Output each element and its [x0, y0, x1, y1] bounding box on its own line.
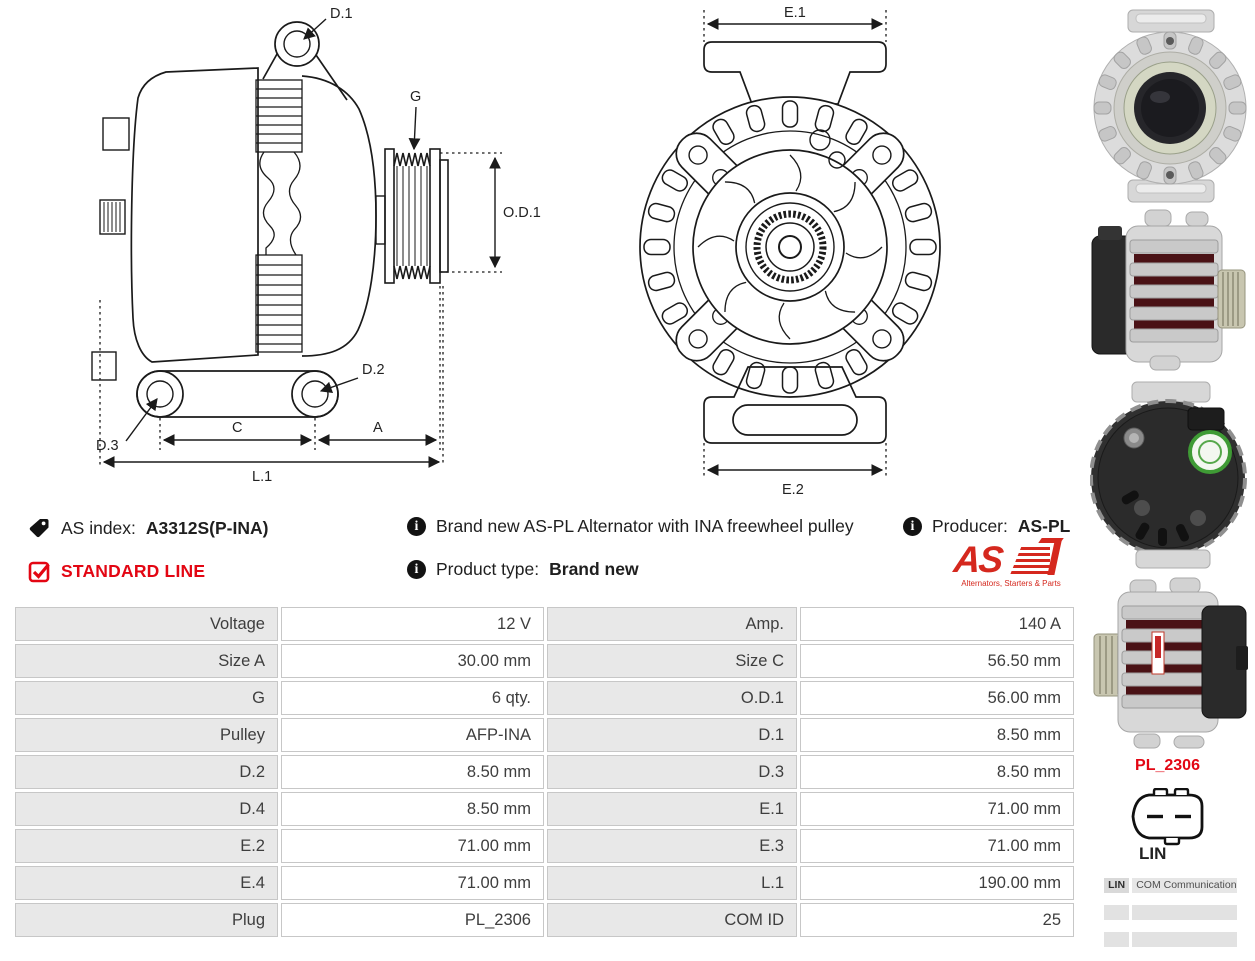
table-row [15, 607, 1074, 641]
product-type-value: Brand new [549, 559, 639, 579]
table-row [15, 866, 1074, 900]
description-row [407, 516, 854, 537]
side-view-diagram [0, 0, 545, 500]
product-photo-rear[interactable] [1090, 380, 1250, 572]
dim-label-od1: O.D.1 [503, 205, 541, 221]
placeholder-cell [1104, 932, 1129, 947]
spec-label: Size A [15, 644, 278, 678]
mount-ear-top [263, 22, 347, 100]
spec-label: COM ID [547, 903, 797, 937]
placeholder-cell [1132, 905, 1237, 920]
product-photo-front[interactable] [1090, 4, 1250, 204]
dim-label-g: G [410, 89, 422, 105]
spec-label: E.4 [15, 866, 278, 900]
tag-icon [27, 516, 51, 540]
spec-label: D.2 [15, 755, 278, 789]
spec-value: 6 qty. [281, 681, 544, 715]
rear-housing [92, 68, 258, 380]
producer-row [903, 516, 1070, 537]
logo-text: AS [951, 539, 1004, 580]
spec-value: 8.50 mm [800, 718, 1074, 752]
spec-value: 71.00 mm [800, 792, 1074, 826]
spec-value: 56.00 mm [800, 681, 1074, 715]
standard-line-row [27, 559, 205, 583]
spec-value: 190.00 mm [800, 866, 1074, 900]
spec-value: 8.50 mm [800, 755, 1074, 789]
spec-label: Plug [15, 903, 278, 937]
as-index-row [27, 516, 268, 540]
spec-label: E.1 [547, 792, 797, 826]
producer-label: Producer: [932, 516, 1008, 536]
spec-label: Amp. [547, 607, 797, 641]
placeholder-cell [1104, 905, 1129, 920]
dim-label-c: C [232, 420, 243, 436]
as-index-value: A3312S(P-INA) [145, 517, 269, 538]
com-placeholder-row [1104, 905, 1237, 920]
spec-label: O.D.1 [547, 681, 797, 715]
product-photo-side-left[interactable] [1090, 576, 1250, 760]
dim-label-e2: E.2 [782, 482, 804, 498]
table-row [15, 792, 1074, 826]
spec-value: 71.00 mm [281, 866, 544, 900]
dimension-lines [100, 153, 502, 466]
product-photo-side-right[interactable] [1090, 208, 1250, 374]
table-row [15, 718, 1074, 752]
logo-tagline: Alternators, Starters & Parts [961, 579, 1061, 588]
table-row [15, 829, 1074, 863]
logo-stripes [1010, 547, 1050, 575]
spec-label: Voltage [15, 607, 278, 641]
product-type-label: Product type: [436, 559, 540, 579]
as-index-label: AS index: [61, 517, 136, 538]
table-row [15, 755, 1074, 789]
spec-label: D.1 [547, 718, 797, 752]
info-icon: i [407, 517, 426, 536]
spec-value: 71.00 mm [800, 829, 1074, 863]
com-table-header-row [1104, 878, 1237, 893]
com-value: COM Communication [1132, 878, 1237, 893]
com-communication-table [1104, 878, 1237, 959]
dim-label-l1: L.1 [252, 469, 273, 485]
spec-value: 12 V [281, 607, 544, 641]
checkbox-icon [27, 559, 51, 583]
front-housing [302, 76, 385, 356]
spec-value: 71.00 mm [281, 829, 544, 863]
spec-value: 56.50 mm [800, 644, 1074, 678]
spec-value: 30.00 mm [281, 644, 544, 678]
spec-value: 8.50 mm [281, 792, 544, 826]
plug-name: PL_2306 [1135, 757, 1200, 774]
front-view-diagram [620, 0, 970, 500]
info-icon: i [407, 560, 426, 579]
spec-value: PL_2306 [281, 903, 544, 937]
mount-lugs-bottom [137, 371, 338, 417]
table-row [15, 903, 1074, 937]
table-row [15, 681, 1074, 715]
dim-label-d3: D.3 [96, 438, 119, 454]
spec-value: 140 A [800, 607, 1074, 641]
producer-value: AS-PL [1017, 516, 1071, 536]
spec-value: AFP-INA [281, 718, 544, 752]
dim-label-d2: D.2 [362, 362, 385, 378]
plug-type-label: LIN [1139, 844, 1167, 863]
specs-table [12, 604, 1077, 940]
product-description: Brand new AS-PL Alternator with INA freewheel pulley [436, 516, 854, 536]
dim-label-d1: D.1 [330, 6, 353, 22]
dim-label-a: A [373, 420, 383, 436]
spec-label: E.3 [547, 829, 797, 863]
stator-fins [256, 80, 302, 352]
spec-label: L.1 [547, 866, 797, 900]
placeholder-cell [1132, 932, 1237, 947]
com-placeholder-row [1104, 932, 1237, 947]
spec-value: 8.50 mm [281, 755, 544, 789]
pulley [385, 149, 448, 283]
bracket-top [704, 42, 886, 104]
spec-label: Pulley [15, 718, 278, 752]
spec-label: E.2 [15, 829, 278, 863]
table-row [15, 644, 1074, 678]
fan-hub [693, 150, 887, 344]
spec-label: Size C [547, 644, 797, 678]
com-key: LIN [1104, 878, 1129, 893]
dim-label-e1: E.1 [784, 5, 806, 21]
info-icon: i [903, 517, 922, 536]
standard-line-badge: STANDARD LINE [61, 560, 206, 581]
plug-connector-icon [1126, 788, 1210, 846]
product-type-row [407, 559, 639, 580]
spec-label: D.3 [547, 755, 797, 789]
spec-value: 25 [800, 903, 1074, 937]
spec-label: D.4 [15, 792, 278, 826]
spec-label: G [15, 681, 278, 715]
as-pl-logo [948, 541, 1074, 593]
